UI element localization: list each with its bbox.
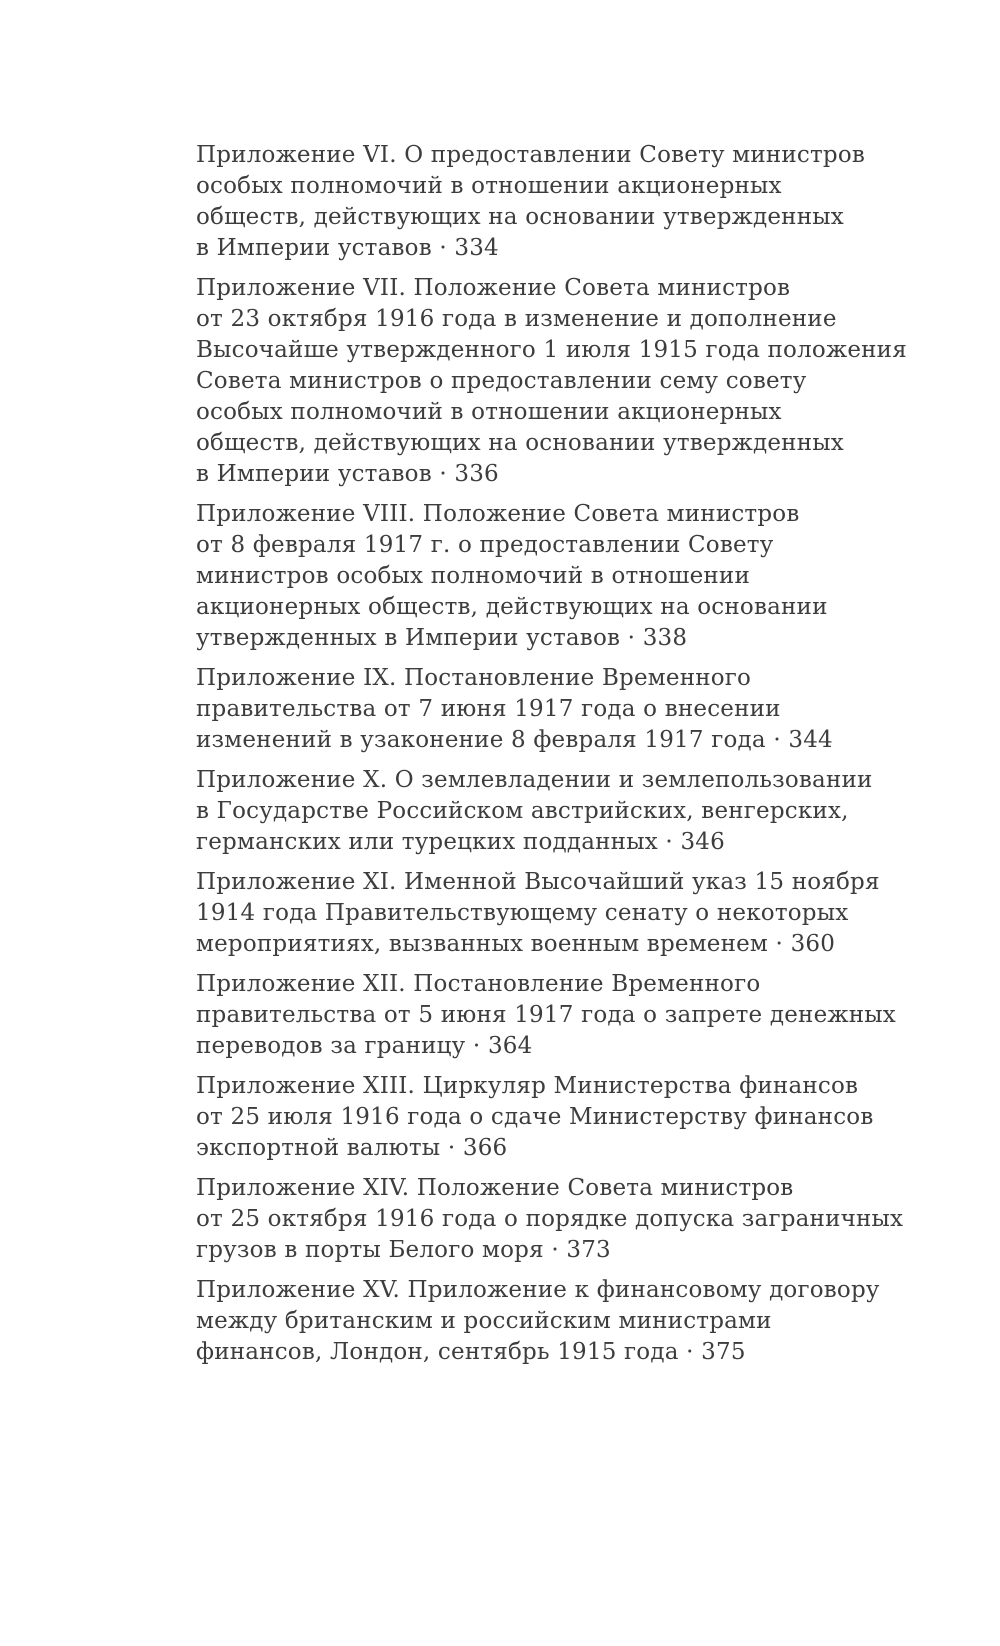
- toc-entry-text: особых полномочий в отношении акционерных: [196, 173, 782, 199]
- toc-entry-line: [196, 304, 866, 335]
- page-separator: ·: [431, 461, 455, 487]
- toc-entry-text: акционерных обществ, действующих на основании: [196, 594, 828, 620]
- toc-entry-text: мероприятиях, вызванных военным временем: [196, 931, 769, 957]
- toc-entry-line: [196, 929, 866, 960]
- toc-entry-text: в Государстве Российском австрийских, венгерских,: [196, 798, 849, 824]
- page-separator: ·: [765, 727, 789, 753]
- page-number: 338: [642, 625, 688, 651]
- page-number: 366: [462, 1135, 508, 1161]
- page-separator: ·: [440, 1135, 463, 1161]
- page-separator: ·: [465, 1033, 488, 1059]
- toc-entry-line: [196, 1071, 866, 1102]
- toc-entry-text: правительства от 5 июня 1917 года о запрете денежных: [196, 1002, 896, 1028]
- page-separator: ·: [657, 829, 681, 855]
- toc-entry-line: [196, 1173, 866, 1204]
- page-separator: ·: [620, 625, 643, 651]
- page-number: 346: [680, 829, 725, 855]
- page-number: 336: [454, 461, 499, 487]
- toc-entry-text: изменений в узаконение 8 февраля 1917 года: [196, 727, 766, 753]
- page-number: 375: [701, 1339, 746, 1365]
- toc-entry-text: Приложение IX. Постановление Временного: [196, 665, 752, 691]
- toc-entry-line: [196, 1235, 866, 1266]
- toc-entry-line: [196, 273, 866, 304]
- page-separator: ·: [768, 931, 791, 957]
- toc-entry-text: Высочайше утвержденного 1 июля 1915 года положения: [196, 337, 907, 363]
- toc-entry-line: [196, 459, 866, 490]
- toc-entry: [196, 1275, 880, 1368]
- toc-entry-text: от 25 июля 1916 года о сдаче Министерству финансов: [196, 1104, 874, 1130]
- page-number: 360: [790, 931, 836, 957]
- toc-entry-text: германских или турецких подданных: [196, 829, 658, 855]
- toc-entry-text: Приложение XIII. Циркуляр Министерства финансов: [196, 1073, 859, 1099]
- toc-entry-line: [196, 827, 866, 858]
- toc-entry: [196, 765, 873, 858]
- toc-entry-text: обществ, действующих на основании утвержденных: [196, 204, 844, 230]
- toc-entry-line: [196, 1204, 904, 1235]
- toc-entry: [196, 1173, 904, 1266]
- toc-entry-line: [196, 796, 866, 827]
- toc-entry-text: Приложение XIV. Положение Совета министров: [196, 1175, 794, 1201]
- toc-entry-text: Приложение XI. Именной Высочайший указ 15 ноября: [196, 869, 880, 895]
- toc-entry-text: Приложение VII. Положение Совета министров: [196, 275, 791, 301]
- toc-entry-text: Приложение VIII. Положение Совета министров: [196, 501, 800, 527]
- toc-entry: [196, 663, 866, 756]
- toc-entry: [196, 1071, 874, 1164]
- toc-entry-line: [196, 867, 880, 898]
- toc-entry-line: [196, 694, 866, 725]
- toc-entry-text: правительства от 7 июня 1917 года о внесении: [196, 696, 781, 722]
- toc-entry-line: [196, 1306, 866, 1337]
- toc-entry: [196, 499, 866, 654]
- toc-entry-text: утвержденных в Империи уставов: [196, 625, 621, 651]
- toc-entry-line: [196, 898, 866, 929]
- toc-entry-line: [196, 530, 866, 561]
- toc-entry-text: Приложение X. О землевладении и землепользовании: [196, 767, 873, 793]
- toc-entry-line: [196, 663, 866, 694]
- toc-entry-text: особых полномочий в отношении акционерных: [196, 399, 782, 425]
- toc-entry-text: от 25 октября 1916 года о порядке допуска заграничных: [196, 1206, 904, 1232]
- page-number: 344: [788, 727, 833, 753]
- toc-entry-line: [196, 171, 866, 202]
- toc-entry-text: министров особых полномочий в отношении: [196, 563, 750, 589]
- toc-entry-line: [196, 202, 866, 233]
- toc-entry-line: [196, 623, 866, 654]
- page-separator: ·: [543, 1237, 567, 1263]
- toc-entry-line: [196, 765, 873, 796]
- toc-entry-line: [196, 725, 866, 756]
- toc-entry-text: грузов в порты Белого моря: [196, 1237, 544, 1263]
- toc-entry-text: Приложение XII. Постановление Временного: [196, 971, 761, 997]
- toc-entry-line: [196, 1337, 866, 1368]
- toc-entry-line: [196, 366, 866, 397]
- page-separator: ·: [431, 235, 455, 261]
- toc-entry-line: [196, 499, 866, 530]
- toc-entry-text: между британским и российским министрами: [196, 1308, 772, 1334]
- toc-entry-line: [196, 592, 866, 623]
- toc-entry: [196, 140, 866, 264]
- toc-entry-text: экспортной валюты: [196, 1135, 441, 1161]
- toc-entry-line: [196, 233, 866, 264]
- toc-entry-text: финансов, Лондон, сентябрь 1915 года: [196, 1339, 679, 1365]
- toc-entry-line: [196, 1102, 874, 1133]
- toc-entry-text: в Империи уставов: [196, 235, 432, 261]
- page-number: 334: [454, 235, 499, 261]
- toc-entry-text: переводов за границу: [196, 1033, 466, 1059]
- toc-entry-text: Приложение VI. О предоставлении Совету министров: [196, 142, 866, 168]
- toc-entry-text: Совета министров о предоставлении сему совету: [196, 368, 807, 394]
- page-number: 364: [487, 1033, 533, 1059]
- page-number: 373: [566, 1237, 611, 1263]
- toc-entry-text: Приложение XV. Приложение к финансовому договору: [196, 1277, 880, 1303]
- toc-entry: [196, 273, 907, 490]
- toc-entry-text: 1914 года Правительствующему сенату о некоторых: [196, 900, 849, 926]
- toc-entry-text: от 8 февраля 1917 г. о предоставлении Совету: [196, 532, 774, 558]
- toc-entry-line: [196, 397, 866, 428]
- toc-entry-line: [196, 428, 866, 459]
- toc-entry-line: [196, 140, 866, 171]
- toc-entry-text: в Империи уставов: [196, 461, 432, 487]
- toc-entry-line: [196, 1000, 896, 1031]
- toc-entry-line: [196, 1031, 866, 1062]
- toc-entry: [196, 867, 880, 960]
- toc-entry-line: [196, 969, 866, 1000]
- toc-entry-line: [196, 335, 907, 366]
- toc-entry-line: [196, 561, 866, 592]
- toc-entry-line: [196, 1133, 866, 1164]
- toc-entry-text: обществ, действующих на основании утвержденных: [196, 430, 844, 456]
- table-of-contents: [196, 140, 907, 1377]
- toc-entry-line: [196, 1275, 880, 1306]
- toc-entry-text: от 23 октября 1916 года в изменение и дополнение: [196, 306, 837, 332]
- toc-entry: [196, 969, 896, 1062]
- page-separator: ·: [678, 1339, 702, 1365]
